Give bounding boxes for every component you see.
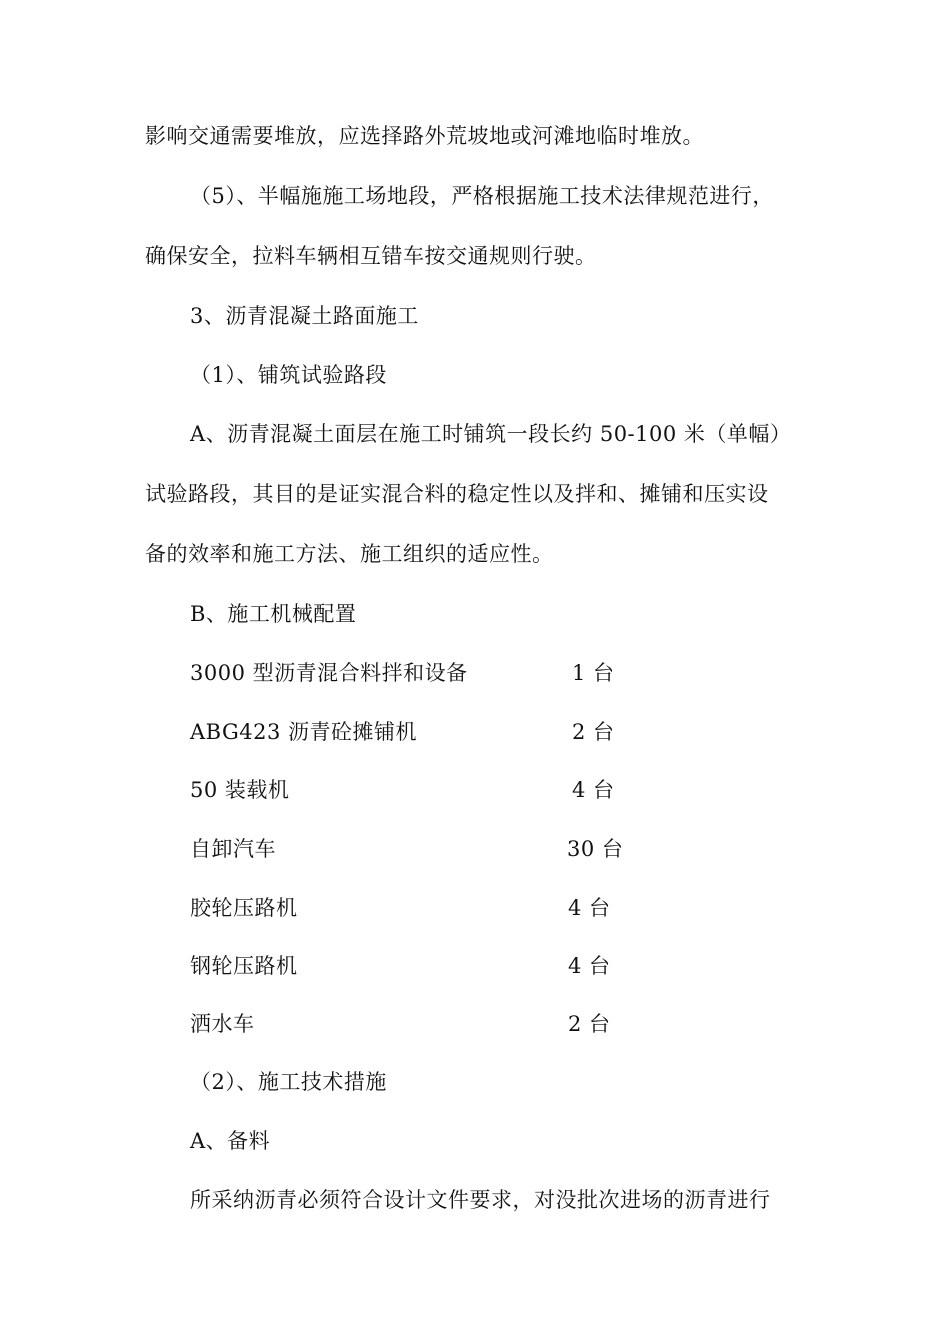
equipment-qty: 30 台 — [567, 837, 624, 861]
equipment-qty: 4 台 — [568, 954, 611, 978]
paragraph-line: 影响交通需要堆放，应选择路外荒坡地或河滩地临时堆放。 — [145, 124, 704, 148]
equipment-name: 3000 型沥青混合料拌和设备 — [190, 661, 468, 685]
equipment-name: ABG423 沥青砼摊铺机 — [190, 720, 418, 744]
equipment-qty: 4 台 — [572, 778, 615, 802]
paragraph-line: 确保安全，拉料车辆相互错车按交通规则行驶。 — [145, 244, 597, 268]
equipment-qty: 1 台 — [572, 661, 615, 685]
subsection-heading: B、施工机械配置 — [190, 602, 357, 626]
equipment-name: 自卸汽车 — [190, 837, 276, 861]
subsection-heading: （1）、铺筑试验路段 — [190, 363, 387, 387]
section-heading: 3、沥青混凝土路面施工 — [190, 304, 419, 328]
equipment-name: 钢轮压路机 — [190, 954, 298, 978]
paragraph-line: （5）、半幅施施工场地段，严格根据施工技术法律规范进行， — [190, 184, 774, 208]
equipment-name: 50 装载机 — [190, 778, 290, 802]
subsection-heading: A、备料 — [190, 1129, 271, 1153]
equipment-name: 胶轮压路机 — [190, 896, 298, 920]
paragraph-line: 所采纳沥青必须符合设计文件要求，对没批次进场的沥青进行 — [190, 1188, 771, 1212]
equipment-qty: 2 台 — [572, 720, 615, 744]
paragraph-line: 试验路段，其目的是证实混合料的稳定性以及拌和、摊铺和压实设 — [145, 482, 769, 506]
equipment-qty: 2 台 — [568, 1012, 611, 1036]
subsection-heading: （2）、施工技术措施 — [190, 1070, 387, 1094]
equipment-name: 洒水车 — [190, 1012, 255, 1036]
equipment-qty: 4 台 — [568, 896, 611, 920]
paragraph-line: A、沥青混凝土面层在施工时铺筑一段长约 50-100 米（单幅） — [190, 422, 792, 446]
paragraph-line: 备的效率和施工方法、施工组织的适应性。 — [145, 542, 554, 566]
